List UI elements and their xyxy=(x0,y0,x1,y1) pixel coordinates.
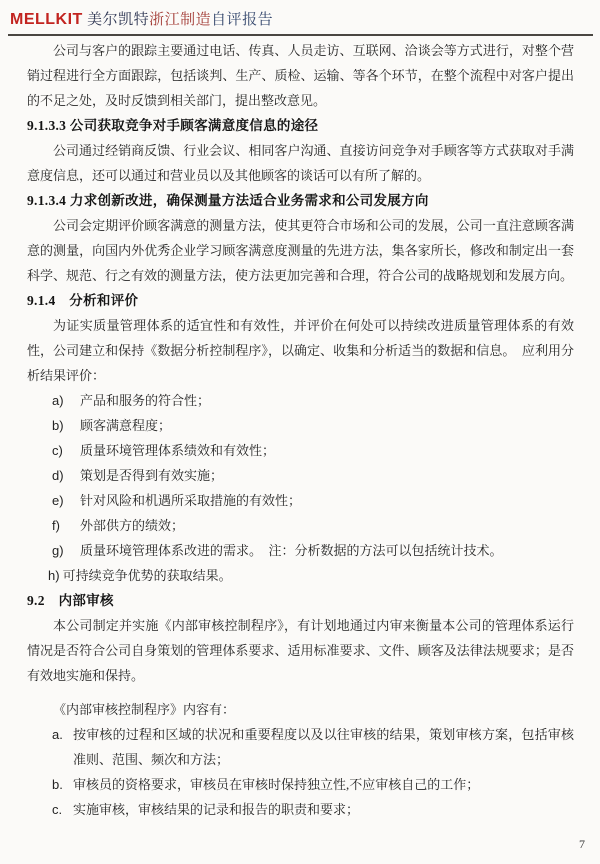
list-marker: a. xyxy=(52,727,63,742)
list-item-text: 外部供方的绩效； xyxy=(80,518,185,533)
list-item xyxy=(52,438,574,463)
list-item-text: 顾客满意程度； xyxy=(80,418,172,433)
paragraph: 本公司制定并实施《内部审核控制程序》，有计划地通过内审来衡量本公司的管理体系运行情况是否符合公司自身策划的管理体系要求、适用标准要求、文件、顾客及法律法规要求；是否有效地实施和保持。 xyxy=(27,618,574,683)
list-marker: b. xyxy=(52,777,63,792)
list-item-text: 按审核的过程和区域的状况和重要程度以及以往审核的结果，策划审核方案，包括审核准则、范围、频次和方法； xyxy=(73,727,574,767)
paragraph: 《内部审核控制程序》内容有： xyxy=(53,702,236,717)
list-marker: b) xyxy=(52,418,64,433)
list-item-text: 审核员的资格要求，审核员在审核时保持独立性,不应审核自己的工作； xyxy=(73,777,480,792)
list-marker: c. xyxy=(52,802,63,817)
section-heading: 9.2 内部审核 xyxy=(27,593,114,608)
list-marker: h) xyxy=(48,568,60,583)
paragraph: 为证实质量管理体系的适宜性和有效性，并评价在何处可以持续改进质量管理体系的有效性，公司建立和保持《数据分析控制程序》，以确定、收集和分析适当的数据和信息。 应利用分析结果评价： xyxy=(27,318,574,383)
list-item xyxy=(52,413,574,438)
list-item-text: 可持续竞争优势的获取结果。 xyxy=(62,568,232,583)
paragraph: 公司会定期评价顾客满意的测量方法，使其更符合市场和公司的发展，公司一直注意顾客满意的测量，向国内外优秀企业学习顾客满意度测量的先进方法，集各家所长，修改和制定出一套科学、规范、行之有效的测量方法，使方法更加完善和合理，符合公司的战略规划和发展方向。 xyxy=(27,218,574,283)
list-item xyxy=(52,797,574,822)
page-number: 7 xyxy=(579,837,585,851)
paragraph: 公司与客户的跟踪主要通过电话、传真、人员走访、互联网、洽谈会等方式进行，对整个营销过程进行全方面跟踪，包括谈判、生产、质检、运输、等各个环节，在整个流程中对客户提出的不足之处，及时反馈到相关部门，提出整改意见。 xyxy=(27,43,574,108)
section-heading: 9.1.3.3 公司获取竞争对手顾客满意度信息的途径 xyxy=(27,118,319,133)
section-heading: 9.1.3.4 力求创新改进，确保测量方法适合业务需求和公司发展方向 xyxy=(27,193,429,208)
brand-logo-text: MELLKIT xyxy=(10,11,83,28)
list-item-text: 策划是否得到有效实施； xyxy=(80,468,224,483)
document-body xyxy=(27,38,574,822)
list-marker: a) xyxy=(52,393,64,408)
list-item xyxy=(52,772,574,797)
list-item xyxy=(52,463,574,488)
document-header xyxy=(8,6,593,36)
list-item-text: 产品和服务的符合性； xyxy=(80,393,211,408)
list-item-text: 针对风险和机遇所采取措施的有效性； xyxy=(80,493,302,508)
list-item-text: 实施审核，审核结果的记录和报告的职责和要求； xyxy=(73,802,360,817)
list-item xyxy=(52,538,574,563)
header-title-company: 美尔凯特 xyxy=(82,12,150,28)
header-title-program: 浙江制造 xyxy=(149,12,212,28)
paragraph: 公司通过经销商反馈、行业会议、相同客户沟通、直接访问竞争对手顾客等方式获取对手满意度信息，还可以通过和营业员以及其他顾客的谈话可以有所了解的。 xyxy=(27,143,574,183)
list-item-text: 质量环境管理体系改进的需求。 注：分析数据的方法可以包括统计技术。 xyxy=(80,543,503,558)
list-marker: g) xyxy=(52,543,64,558)
list-marker: c) xyxy=(52,443,63,458)
header-title-report: 自评报告 xyxy=(211,12,274,28)
list-item xyxy=(48,563,574,588)
list-marker: d) xyxy=(52,468,64,483)
list-item xyxy=(52,388,574,413)
section-heading: 9.1.4 分析和评价 xyxy=(27,293,139,308)
list-marker: f) xyxy=(52,518,60,533)
list-item xyxy=(52,513,574,538)
list-item xyxy=(52,722,574,772)
list-marker: e) xyxy=(52,493,64,508)
list-item xyxy=(52,488,574,513)
list-item-text: 质量环境管理体系绩效和有效性； xyxy=(80,443,276,458)
